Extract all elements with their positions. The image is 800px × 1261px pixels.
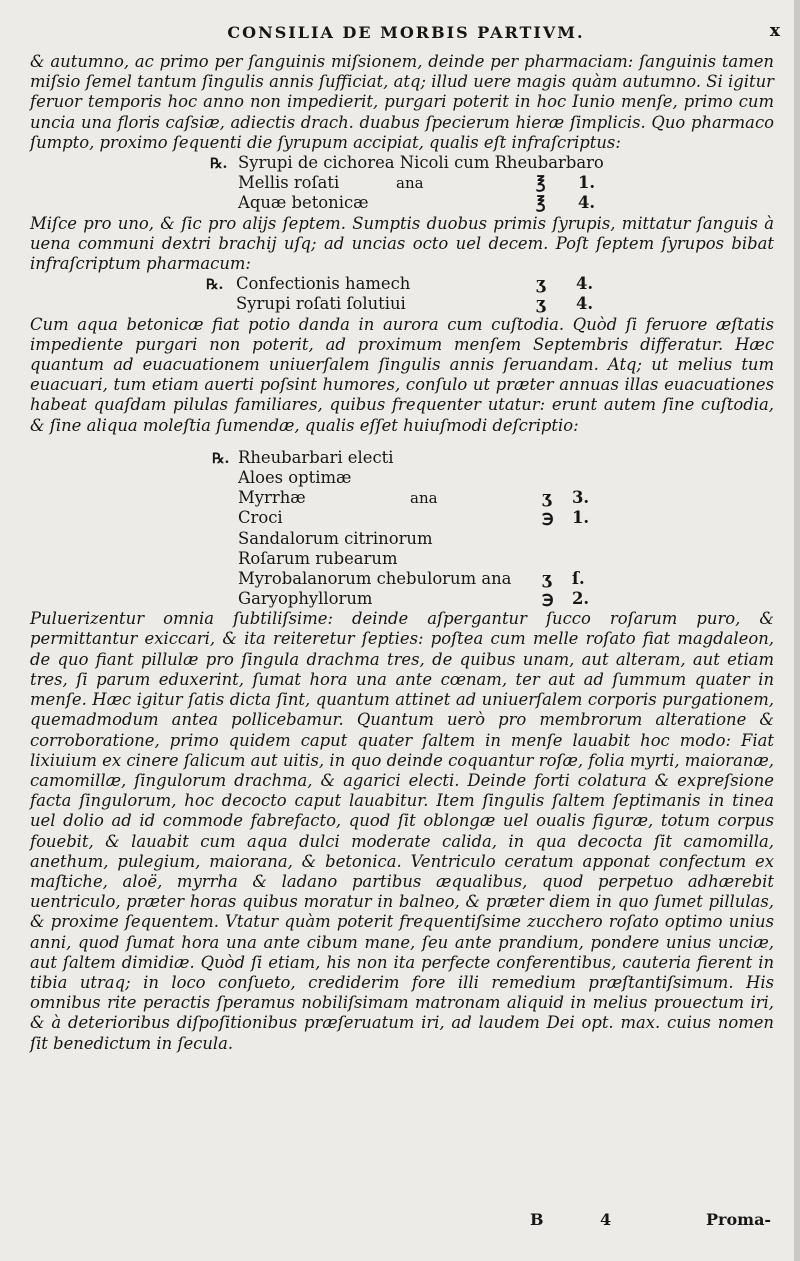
recipe-ingredient: Roſarum rubearum	[238, 548, 398, 568]
recipe-1	[30, 153, 774, 214]
recipe-2	[30, 274, 774, 314]
recipe-ingredient: Myrrhæ	[238, 488, 306, 508]
recipe-row	[30, 274, 774, 294]
recipe-row	[30, 488, 774, 508]
recipe-unit: ℈	[542, 589, 554, 609]
recipe-row	[30, 549, 774, 569]
folio-number: x	[769, 21, 780, 41]
recipe-ingredient: Garyophyllorum	[238, 589, 373, 609]
page-footer	[0, 1210, 800, 1240]
recipe-quantity: 1.	[578, 173, 596, 193]
recipe-unit: ʒ	[536, 294, 546, 314]
recipe-unit: ʒ	[536, 274, 546, 294]
recipe-row	[30, 448, 774, 468]
recipe-ingredient: Aloes optimæ	[238, 467, 352, 487]
recipe-row	[30, 193, 774, 213]
paragraph-1: & autumno, ac primo per ſanguinis miſsionem, deinde per pharmaciam: ſanguinis tamen miſsio ſemel tantum ſingulis annis ſufficiat, atq; illud uere magis quàm autumno. Si igitur feruor temporis hoc anno non impedierit, purgari poterit in hoc Iunio menſe, primo cum uncia una floris caſsiæ, adiectis drach. duabus ſpecierum hieræ ſimplicis. Quo pharmaco ſumpto, proximo ſequenti die ſyrupum accipiat, qualis eſt infraſcriptus:	[30, 52, 774, 152]
page-edge	[794, 0, 800, 1261]
recipe-symbol: ℞.	[206, 277, 224, 294]
recipe-row	[30, 529, 774, 549]
recipe-ingredient: Croci	[238, 508, 283, 528]
recipe-unit: ℥	[536, 193, 546, 213]
recipe-ingredient: Sandalorum citrinorum	[238, 528, 433, 548]
recipe-quantity: 4.	[578, 193, 596, 213]
recipe-ana: ana	[396, 174, 424, 193]
recipe-quantity: 4.	[576, 274, 594, 294]
recipe-ana: ana	[410, 489, 438, 508]
recipe-row	[30, 569, 774, 589]
recipe-unit: ℥	[536, 173, 546, 193]
signature-number: 4	[600, 1210, 612, 1229]
recipe-ingredient: Aquæ betonicæ	[238, 193, 369, 213]
paragraph-3: Cum aqua betonicæ fiat potio danda in aurora cum cuſtodia. Quòd ſi feruore æſtatis impediente purgari non poterit, ad proximum menſem Septembris differatur. Hæc quantum ad euacuationem uniuerſalem ſingulis annis ſeruandam. Atq; ut melius tum euacuari, tum etiam auerti poſsint humores, conſulo ut præter annuas illas euacuationes habeat quaſdam pilulas familiares, quibus frequenter utatur: erunt autem ſine cuſtodia, & ſine aliqua moleſtia ſumendæ, qualis eſſet huiuſmodi deſcriptio:	[30, 314, 774, 435]
recipe-unit: ʒ	[542, 568, 552, 588]
recipe-unit: ℈	[542, 508, 554, 528]
recipe-ingredient: Confectionis hamech	[236, 274, 411, 294]
recipe-row	[30, 589, 774, 609]
paragraph-2: Miſce pro uno, & ſic pro alijs ſeptem. Sumptis duobus primis ſyrupis, mittatur ſanguis à uena communi dextri brachij uſq; ad uncias octo uel decem. Poſt ſeptem ſyrupos bibat infraſcriptum pharmacum:	[30, 213, 774, 273]
recipe-ingredient: Myrobalanorum chebulorum ana	[238, 568, 512, 588]
running-title: CONSILIA DE MORBIS PARTIVM.	[227, 23, 585, 42]
recipe-row	[30, 153, 774, 173]
recipe-symbol: ℞.	[212, 450, 230, 467]
recipe-unit: ʒ	[542, 488, 552, 508]
recipe-quantity: ſ.	[572, 568, 585, 588]
recipe-3	[30, 448, 774, 610]
recipe-quantity: 4.	[576, 294, 594, 314]
page-body	[30, 52, 774, 1054]
page-header	[0, 21, 800, 51]
catchword: Proma-	[706, 1210, 772, 1229]
recipe-ingredient: Mellis roſati	[238, 173, 340, 193]
recipe-row	[30, 508, 774, 528]
recipe-row	[30, 294, 774, 314]
recipe-symbol: ℞.	[210, 156, 228, 173]
signature-mark: B	[530, 1210, 544, 1229]
recipe-row	[30, 173, 774, 193]
recipe-row	[30, 468, 774, 488]
paragraph-4: Puluerizentur omnia ſubtiliſsime: deinde aſpergantur ſucco roſarum puro, & permittantur exiccari, & ita reiteretur ſepties: poſtea cum melle roſato fiat magdaleon, de quo fiant pillulæ pro ſingula drachma tres, de quibus unam, aut alteram, aut etiam tres, ſi parum eduxerint, ſumat hora una ante cœnam, ter aut ad ſummum quater in menſe. Hæc igitur ſatis dicta ſint, quantum attinet ad uniuerſalem corporis purgationem, quemadmodum antea pollicebamur. Quantum uerò pro membrorum alteratione & corroboratione, primo quidem caput quater ſaltem in menſe lauabit hoc modo: Fiat lixiuium ex cinere ſalicum aut uitis, in quo deinde coquantur roſæ, folia myrti, maioranæ, camomillæ, ſingulorum drachma, & agarici electi. Deinde forti colatura & expreſsione facta ſingulorum, hoc decocto caput lauabitur. Item ſingulis ſaltem ſeptimanis in tinea uel dolio ad id commode fabrefacto, quod ſit oblongæ uel oualis figuræ, totum corpus fouebit, & lauabit cum aqua dulci moderate calida, in qua decocta ſit camomilla, anethum, pulegium, maiorana, & betonica. Ventriculo ceratum apponat confectum ex maſtiche, aloë, myrrha & ladano partibus æqualibus, quod perpetuo adhærebit uentriculo, præter horas quibus moratur in balneo, & præter diem in quo ſumet pillulas, & proxime ſequentem. Vtatur quàm poterit frequentiſsime zucchero roſato optimo unius anni, quod ſumat hora una ante cibum mane, ſeu ante prandium, pondere unius unciæ, aut ſaltem dimidiæ. Quòd ſi etiam, his non ita perfecte conferentibus, cauteria fierent in tibia utraq; in loco conſueto, crediderim fore illi remedium præſtantiſsimum. His omnibus rite peractis ſperamus nobiliſsimam matronam aliquid in melius prouectum iri, & à deterioribus diſpoſitionibus præſeruatum iri, ad laudem Dei opt. max. cuius nomen ſit benedictum in ſecula.	[30, 609, 774, 1053]
recipe-quantity: 2.	[572, 589, 590, 609]
recipe-ingredient: Rheubarbari electi	[238, 447, 394, 467]
recipe-ingredient: Syrupi roſati ſolutiui	[236, 294, 406, 314]
recipe-quantity: 1.	[572, 508, 590, 528]
recipe-quantity: 3.	[572, 488, 590, 508]
recipe-ingredient: Syrupi de cichorea Nicoli cum Rheubarbaro	[238, 153, 604, 173]
